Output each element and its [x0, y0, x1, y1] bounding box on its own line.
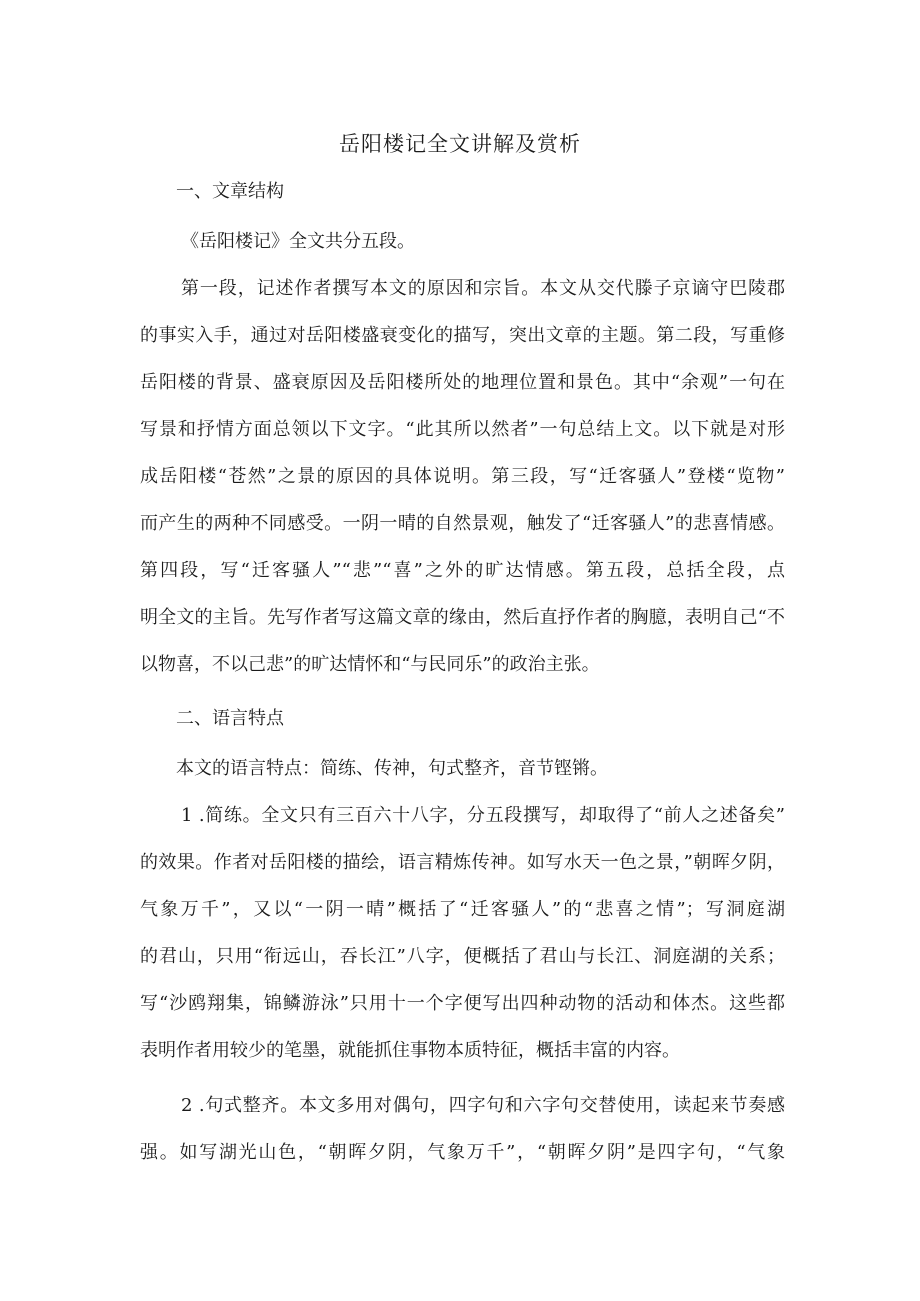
section-intro-language: 本文的语言特点：简练、传神，句式整齐，音节铿锵。 [176, 758, 608, 779]
paragraph-line: 以物喜，不以己悲”的旷达情怀和“与民同乐”的政治主张。 [140, 654, 600, 675]
paragraph-line: 2 .句式整齐。本文多用对偶句，四字句和六字句交替使用，读起来节奏感 [181, 1095, 785, 1116]
paragraph-line: 气象万千”，又以“一阴一晴”概括了“迁客骚人”的“悲喜之情”；写洞庭湖 [140, 899, 785, 920]
paragraph-line: 1 .简练。全文只有三百六十八字，分五段撰写，却取得了“前人之述备矣” [181, 805, 785, 826]
section-heading-language: 二、语言特点 [176, 708, 284, 729]
paragraph-line: 的事实入手，通过对岳阳楼盛衰变化的描写，突出文章的主题。第二段，写重修 [140, 325, 785, 346]
section-heading-structure: 一、文章结构 [176, 181, 284, 202]
paragraph-line: 第四段，写“迁客骚人”“悲”“喜”之外的旷达情感。第五段，总括全段，点 [140, 560, 785, 581]
paragraph-line: 岳阳楼的背景、盛衰原因及岳阳楼所处的地理位置和景色。其中“余观”一句在 [140, 372, 785, 393]
paragraph-line: 明全文的主旨。先写作者写这篇文章的缘由，然后直抒作者的胸臆，表明自己“不 [140, 607, 785, 628]
paragraph-line: 成岳阳楼“苍然”之景的原因的具体说明。第三段，写“迁客骚人”登楼“览物” [140, 466, 785, 487]
section-intro-structure: 《岳阳楼记》全文共分五段。 [181, 231, 415, 252]
paragraph-line: 写“沙鸥翔集，锦鳞游泳”只用十一个字便写出四种动物的活动和体杰。这些都 [140, 993, 785, 1014]
paragraph-line: 的效果。作者对岳阳楼的描绘，语言精炼传神。如写水天一色之景，”朝晖夕阴， [140, 852, 785, 873]
paragraph-line: 的君山，只用“衔远山，吞长江”八字，便概括了君山与长江、洞庭湖的关系； [140, 946, 785, 967]
paragraph-line: 写景和抒情方面总领以下文字。“此其所以然者”一句总结上文。以下就是对形 [140, 419, 785, 440]
paragraph-line: 第一段，记述作者撰写本文的原因和宗旨。本文从交代滕子京谪守巴陵郡 [181, 278, 785, 299]
paragraph-line: 强。如写湖光山色，“朝晖夕阴，气象万千”，“朝晖夕阴”是四字句，“气象 [140, 1142, 785, 1163]
paragraph-line: 而产生的两种不同感受。一阴一晴的自然景观，触发了“迁客骚人”的悲喜情感。 [140, 513, 785, 534]
paragraph-line: 表明作者用较少的笔墨，就能抓住事物本质特征，概括丰富的内容。 [140, 1040, 680, 1061]
document-title: 岳阳楼记全文讲解及赏析 [339, 132, 581, 156]
